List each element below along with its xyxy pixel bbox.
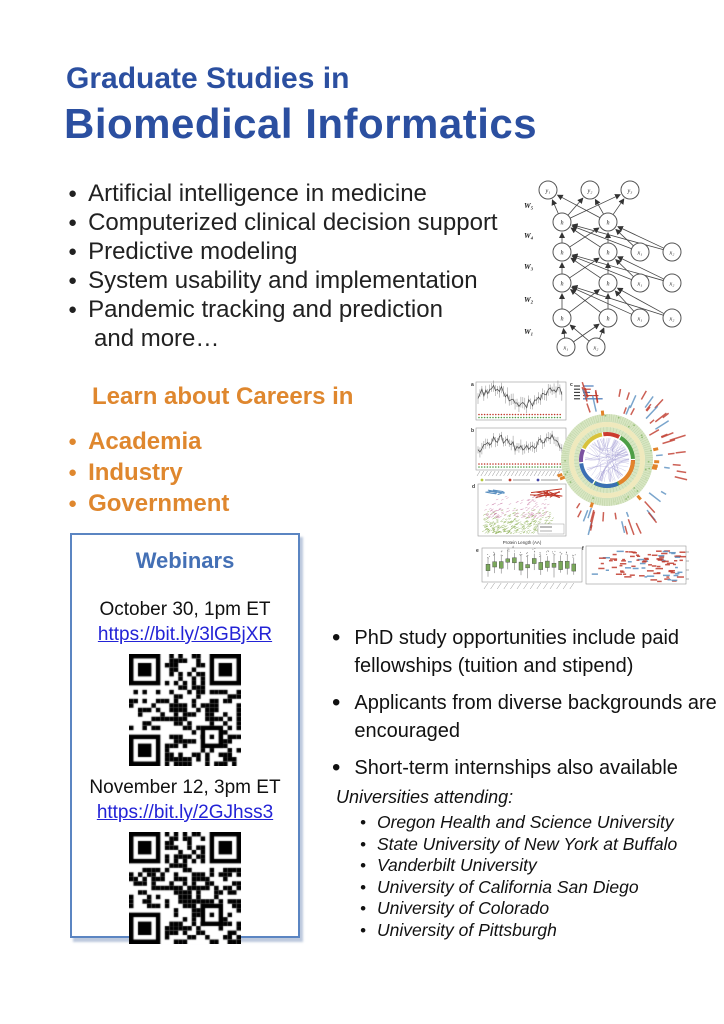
bullet-icon: • bbox=[360, 856, 366, 875]
svg-text:x₁: x₁ bbox=[637, 280, 643, 288]
svg-text:h: h bbox=[560, 315, 564, 323]
bullet-icon: ● bbox=[68, 495, 78, 512]
svg-text:y₃: y₃ bbox=[627, 187, 633, 195]
svg-text:W₄: W₄ bbox=[524, 231, 534, 240]
svg-text:W₃: W₃ bbox=[524, 262, 534, 271]
svg-text:y₂: y₂ bbox=[587, 187, 593, 195]
svg-text:x₂: x₂ bbox=[669, 249, 675, 257]
bullet-icon: • bbox=[332, 689, 341, 716]
svg-text:a: a bbox=[471, 382, 474, 388]
svg-text:W₁: W₁ bbox=[524, 327, 534, 336]
list-item bbox=[68, 426, 229, 457]
svg-text:c: c bbox=[570, 382, 573, 388]
list-item bbox=[68, 179, 538, 208]
topic-text: Artificial intelligence in medicine bbox=[88, 180, 427, 207]
qr-code-1 bbox=[129, 654, 241, 766]
svg-text:h: h bbox=[560, 249, 564, 257]
svg-text:h: h bbox=[606, 219, 610, 227]
list-item bbox=[332, 689, 724, 745]
page-supertitle: Graduate Studies in bbox=[66, 62, 350, 95]
bullet-icon: • bbox=[360, 813, 366, 832]
svg-text:b: b bbox=[471, 428, 475, 434]
bullet-icon: • bbox=[360, 920, 366, 940]
bullet-icon: • bbox=[360, 877, 366, 897]
svg-text:h: h bbox=[606, 315, 610, 323]
university-text: University of California San Diego bbox=[376, 876, 639, 897]
svg-text:x₁: x₁ bbox=[637, 249, 643, 257]
university-text: University of Colorado bbox=[376, 898, 550, 918]
bullet-icon: ● bbox=[68, 185, 78, 202]
research-figure bbox=[468, 376, 690, 592]
svg-text:W₅: W₅ bbox=[524, 201, 534, 210]
list-item bbox=[360, 834, 716, 856]
universities-heading: Universities attending: bbox=[336, 787, 514, 807]
bullet-icon: • bbox=[332, 624, 341, 651]
list-item bbox=[68, 295, 538, 324]
phd-info-list bbox=[332, 624, 724, 791]
list-item bbox=[360, 920, 716, 942]
svg-text:y₁: y₁ bbox=[545, 187, 551, 195]
phd-info-text: Applicants from diverse backgrounds are encouraged bbox=[354, 692, 717, 742]
topic-text: Computerized clinical decision support bbox=[88, 209, 498, 236]
webinar-link-1[interactable]: https://bit.ly/3lGBjXR bbox=[97, 624, 273, 645]
list-item bbox=[360, 812, 716, 834]
page-title: Biomedical Informatics bbox=[64, 100, 538, 147]
bullet-icon: ● bbox=[68, 301, 78, 318]
svg-text:Protein Length (AA): Protein Length (AA) bbox=[502, 540, 542, 545]
bullet-icon: ● bbox=[68, 214, 78, 231]
svg-text:h: h bbox=[606, 280, 610, 288]
list-item bbox=[360, 855, 716, 877]
phd-info-text: PhD study opportunities include paid fellowships (tuition and stipend) bbox=[354, 627, 680, 677]
svg-text:e: e bbox=[476, 548, 479, 554]
bioinformatics-multipanel-figure bbox=[468, 376, 690, 592]
qr-code-2 bbox=[129, 832, 241, 944]
svg-text:x₂: x₂ bbox=[669, 280, 675, 288]
careers-heading: Learn about Careers in bbox=[92, 383, 354, 410]
phd-info-text: Short-term internships also available bbox=[354, 757, 678, 779]
svg-text:h: h bbox=[606, 249, 610, 257]
svg-text:h: h bbox=[560, 219, 564, 227]
webinar-date-1: October 30, 1pm ET bbox=[99, 599, 271, 620]
university-text: University of Pittsburgh bbox=[376, 919, 557, 940]
list-item bbox=[360, 877, 716, 899]
bullet-icon: • bbox=[360, 834, 366, 854]
list-item bbox=[68, 488, 229, 519]
bullet-icon: ● bbox=[68, 243, 78, 260]
list-item bbox=[68, 457, 229, 488]
university-text: Vanderbilt University bbox=[376, 855, 537, 875]
svg-text:x₂: x₂ bbox=[669, 315, 675, 323]
webinars-box bbox=[70, 533, 300, 938]
svg-text:f: f bbox=[582, 546, 584, 552]
careers-list bbox=[68, 426, 229, 519]
svg-text:h: h bbox=[560, 280, 564, 288]
svg-text:d: d bbox=[472, 484, 476, 490]
career-text: Government bbox=[88, 490, 230, 517]
neural-network-diagram bbox=[518, 170, 692, 362]
list-item bbox=[68, 208, 538, 237]
universities-list bbox=[360, 812, 716, 941]
svg-text:x₁: x₁ bbox=[637, 315, 643, 323]
university-text: State University of New York at Buffalo bbox=[376, 833, 678, 854]
list-item bbox=[68, 266, 538, 295]
svg-text:W₂: W₂ bbox=[524, 295, 534, 304]
bullet-icon: • bbox=[360, 899, 366, 918]
webinar-date-2: November 12, 3pm ET bbox=[89, 777, 281, 798]
svg-text:x₂: x₂ bbox=[593, 344, 599, 352]
universities-section bbox=[336, 787, 716, 941]
rnn-figure bbox=[518, 170, 692, 362]
career-text: Academia bbox=[88, 428, 202, 455]
svg-text:x₁: x₁ bbox=[563, 344, 569, 352]
university-text: Oregon Health and Science University bbox=[376, 812, 674, 832]
webinars-heading: Webinars bbox=[135, 548, 235, 573]
list-item bbox=[68, 237, 538, 266]
list-item bbox=[360, 898, 716, 920]
topics-list bbox=[68, 179, 538, 353]
bullet-icon: • bbox=[332, 754, 341, 781]
topic-text: System usability and implementation bbox=[88, 267, 478, 294]
list-item bbox=[332, 754, 724, 782]
topic-text: Predictive modeling bbox=[88, 238, 298, 265]
topics-more: and more… bbox=[94, 325, 220, 352]
bullet-icon: ● bbox=[68, 464, 78, 481]
topic-text: Pandemic tracking and prediction bbox=[88, 296, 443, 323]
bullet-icon: ● bbox=[68, 272, 78, 289]
list-item bbox=[332, 624, 724, 680]
career-text: Industry bbox=[88, 459, 183, 486]
webinar-link-2[interactable]: https://bit.ly/2GJhss3 bbox=[96, 802, 274, 823]
bullet-icon: ● bbox=[68, 433, 78, 450]
